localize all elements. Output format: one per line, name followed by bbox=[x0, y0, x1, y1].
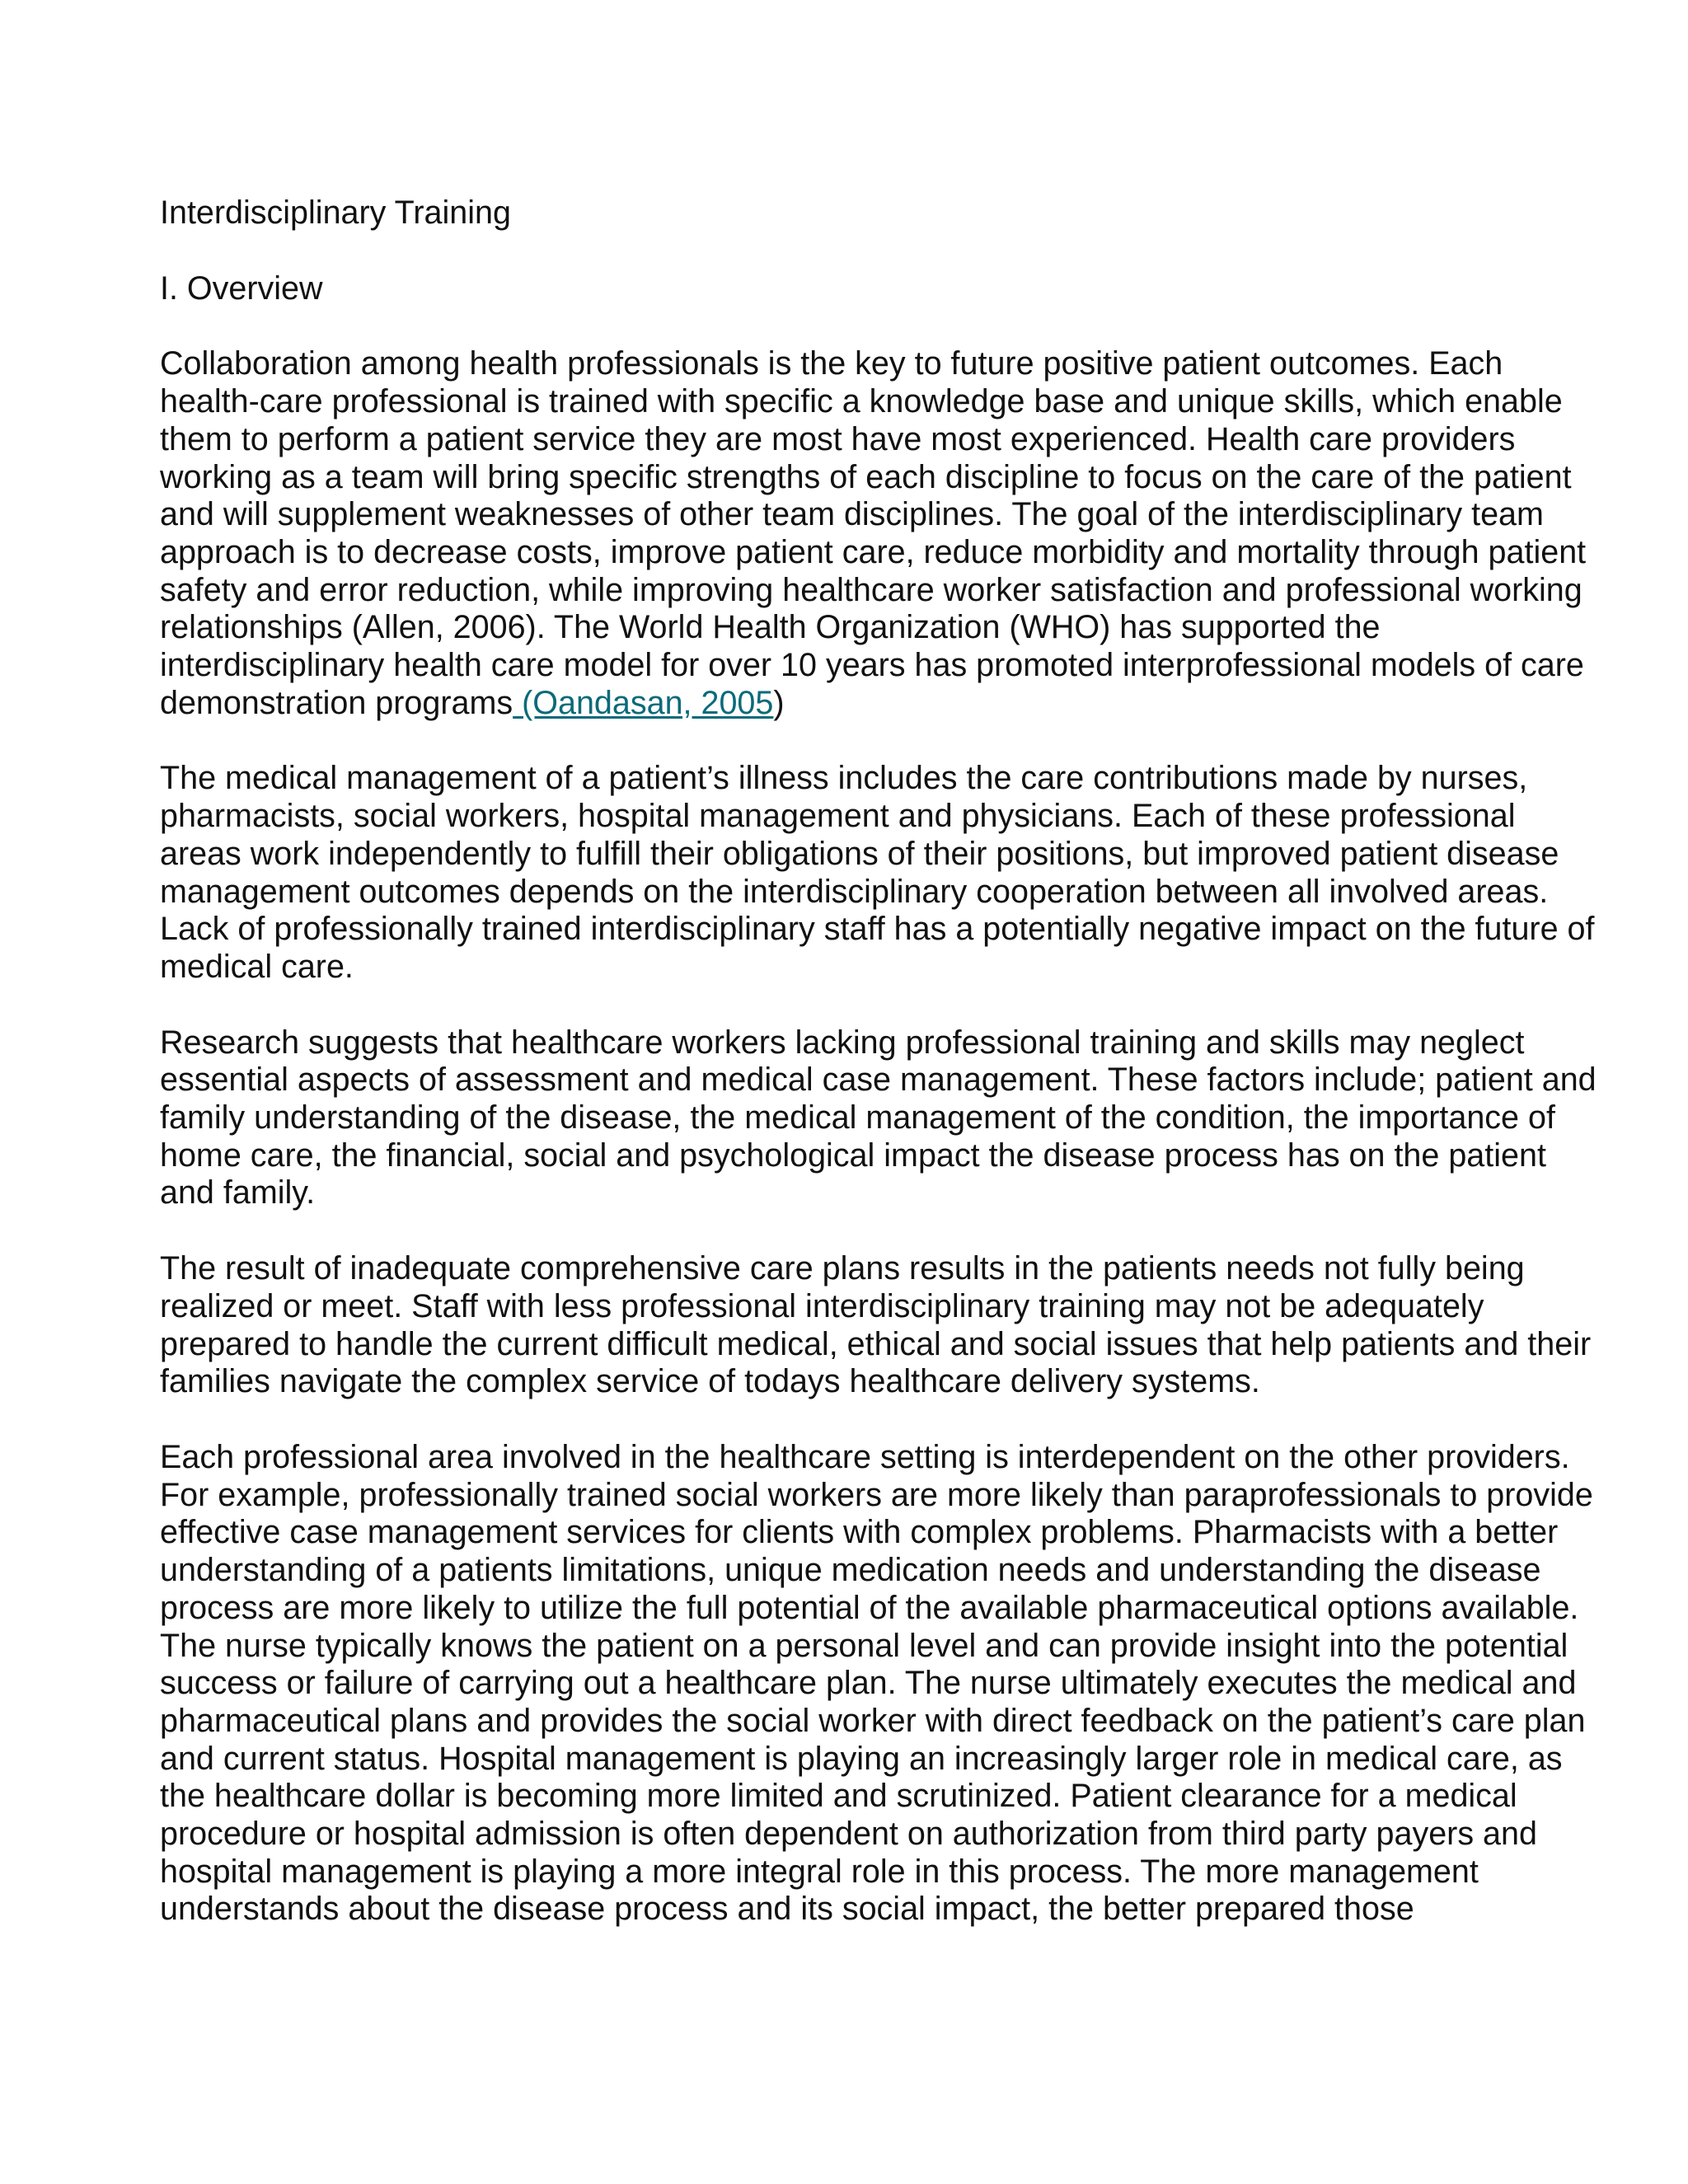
paragraph-line: process are more likely to utilize the full potential of the available pharmaceutical options available. bbox=[160, 1589, 1579, 1626]
paragraph-line: prepared to handle the current difficult medical, ethical and social issues that help patients and their bbox=[160, 1325, 1592, 1362]
paragraph-line: The medical management of a patient’s illness includes the care contributions made by nurses, bbox=[160, 760, 1528, 797]
paragraph-research bbox=[160, 1024, 1643, 1213]
paragraph-line: health-care professional is trained with specific a knowledge base and unique skills, which enable bbox=[160, 383, 1563, 420]
paragraph-line: the healthcare dollar is becoming more limited and scrutinized. Patient clearance for a medical bbox=[160, 1778, 1517, 1815]
paragraph-line: Collaboration among health professionals is the key to future positive patient outcomes. Each bbox=[160, 345, 1503, 382]
paragraph-medical-management bbox=[160, 760, 1643, 986]
paragraph-line: The result of inadequate comprehensive care plans results in the patients needs not fully being bbox=[160, 1250, 1525, 1287]
section-heading-block bbox=[160, 270, 1643, 308]
paragraph-line: Lack of professionally trained interdisciplinary staff has a potentially negative impact on the future of bbox=[160, 911, 1595, 948]
paragraph-line: and will supplement weaknesses of other team disciplines. The goal of the interdisciplinary team bbox=[160, 496, 1544, 533]
section-heading: I. Overview bbox=[160, 269, 323, 307]
paragraph-line: them to perform a patient service they are most have most experienced. Health care providers bbox=[160, 420, 1516, 457]
paragraph-line: For example, professionally trained social workers are more likely than paraprofessionals to provide bbox=[160, 1476, 1593, 1513]
paragraph-line: working as a team will bring specific strengths of each discipline to focus on the care of the patient bbox=[160, 458, 1572, 495]
citation-suffix-text: ) bbox=[773, 684, 785, 721]
document-title-block bbox=[160, 194, 1643, 232]
paragraph-line-with-citation bbox=[160, 685, 1643, 723]
document-title: Interdisciplinary Training bbox=[160, 194, 511, 231]
paragraph-line: effective case management services for clients with complex problems. Pharmacists with a better bbox=[160, 1514, 1559, 1551]
paragraph-line: relationships (Allen, 2006). The World Health Organization (WHO) has supported the bbox=[160, 609, 1381, 646]
paragraph-line: approach is to decrease costs, improve patient care, reduce morbidity and mortality through patient bbox=[160, 533, 1587, 570]
paragraph-line: pharmaceutical plans and provides the social worker with direct feedback on the patient’s care plan bbox=[160, 1702, 1586, 1739]
paragraph-line: areas work independently to fulfill their obligations of their positions, but improved patient disease bbox=[160, 835, 1559, 872]
paragraph-line: and current status. Hospital management is playing an increasingly larger role in medical care, as bbox=[160, 1740, 1563, 1777]
paragraph-line: safety and error reduction, while improving healthcare worker satisfaction and professional working bbox=[160, 571, 1582, 608]
paragraph-line: essential aspects of assessment and medical case management. These factors include; patient and bbox=[160, 1062, 1597, 1099]
paragraph-line: family understanding of the disease, the medical management of the condition, the importance of bbox=[160, 1099, 1555, 1137]
citation-prefix-text: demonstration programs bbox=[160, 684, 513, 721]
paragraph-line: pharmacists, social workers, hospital management and physicians. Each of these professional bbox=[160, 798, 1516, 835]
paragraph-line: realized or meet. Staff with less professional interdisciplinary training may not be adequately bbox=[160, 1287, 1484, 1324]
paragraph-line: medical care. bbox=[160, 948, 354, 985]
paragraph-line: success or failure of carrying out a healthcare plan. The nurse ultimately executes the medical and bbox=[160, 1665, 1577, 1702]
paragraph-line: families navigate the complex service of todays healthcare delivery systems. bbox=[160, 1363, 1260, 1400]
paragraph-line: interdisciplinary health care model for over 10 years has promoted interprofessional models of care bbox=[160, 647, 1584, 684]
citation-link[interactable]: (Oandasan, 2005 bbox=[513, 684, 774, 721]
paragraph-line: understands about the disease process and its social impact, the better prepared those bbox=[160, 1891, 1414, 1928]
paragraph-line: The nurse typically knows the patient on a personal level and can provide insight into the potential bbox=[160, 1627, 1568, 1664]
paragraph-line: understanding of a patients limitations, unique medication needs and understanding the disease bbox=[160, 1552, 1541, 1589]
paragraph-inadequate-care-plans bbox=[160, 1250, 1643, 1401]
paragraph-line: Each professional area involved in the healthcare setting is interdependent on the other providers. bbox=[160, 1438, 1570, 1475]
paragraph-line: hospital management is playing a more integral role in this process. The more management bbox=[160, 1853, 1479, 1890]
paragraph-line: procedure or hospital admission is often dependent on authorization from third party payers and bbox=[160, 1816, 1537, 1853]
paragraph-overview-collaboration bbox=[160, 345, 1643, 722]
paragraph-line: home care, the financial, social and psychological impact the disease process has on the patient bbox=[160, 1137, 1546, 1174]
paragraph-line: Research suggests that healthcare workers lacking professional training and skills may neglect bbox=[160, 1024, 1525, 1061]
paragraph-line: and family. bbox=[160, 1174, 316, 1212]
paragraph-line: management outcomes depends on the interdisciplinary cooperation between all involved areas. bbox=[160, 873, 1549, 910]
paragraph-interdependence bbox=[160, 1439, 1643, 1929]
document-page bbox=[160, 194, 1643, 1966]
